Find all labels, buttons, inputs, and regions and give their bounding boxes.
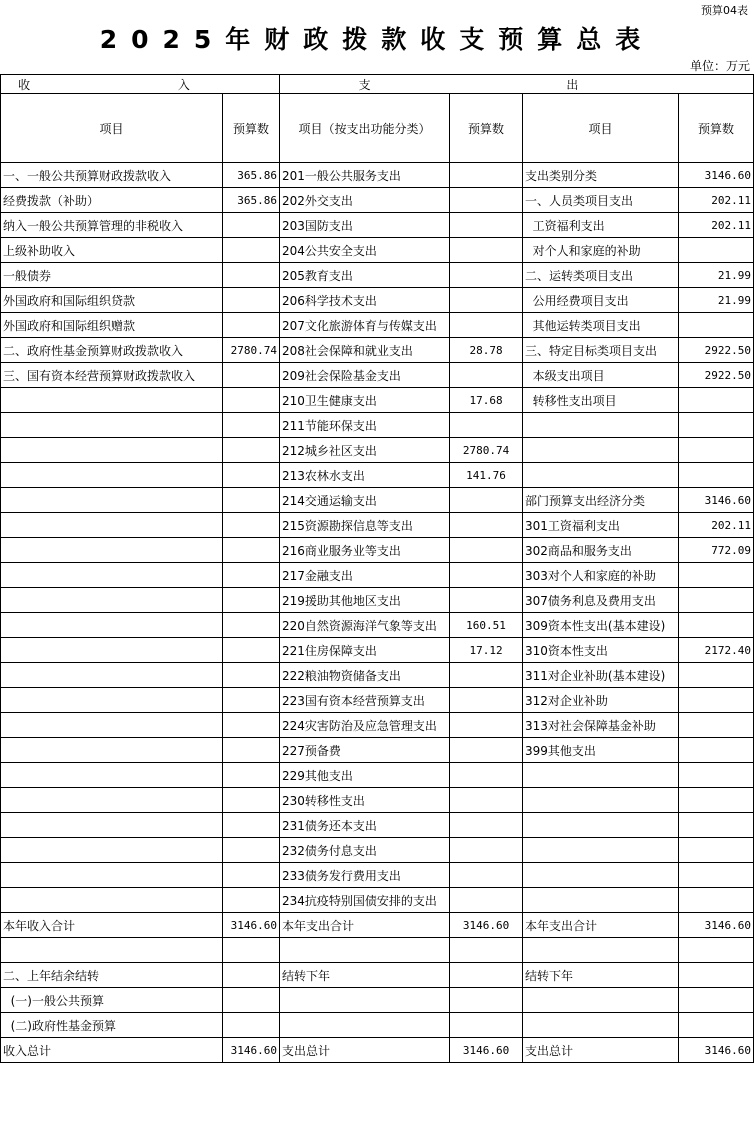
- economic-amount-cell: [679, 788, 754, 813]
- function-amount-cell: [450, 1013, 523, 1038]
- income-amount-header: 预算数: [223, 94, 280, 163]
- economic-amount-cell: [679, 588, 754, 613]
- income-amount-cell: [223, 513, 280, 538]
- economic-amount-cell: 202.11: [679, 213, 754, 238]
- income-item-cell: [1, 513, 223, 538]
- economic-amount-cell: [679, 563, 754, 588]
- function-amount-cell: [450, 413, 523, 438]
- economic-amount-cell: [679, 763, 754, 788]
- income-item-cell: 二、政府性基金预算财政拨款收入: [1, 338, 223, 363]
- table-row: [1, 463, 754, 488]
- function-item-cell: 215资源勘探信息等支出: [280, 513, 450, 538]
- economic-item-cell: 307债务利息及费用支出: [523, 588, 679, 613]
- table-row: [1, 163, 754, 188]
- table-row: [1, 363, 754, 388]
- section-header-row: [1, 75, 754, 94]
- function-item-cell: 224灾害防治及应急管理支出: [280, 713, 450, 738]
- economic-item-cell: [523, 863, 679, 888]
- function-amount-cell: [450, 163, 523, 188]
- income-amount-cell: [223, 738, 280, 763]
- income-amount-cell: [223, 713, 280, 738]
- function-item-cell: 204公共安全支出: [280, 238, 450, 263]
- table-row: [1, 1038, 754, 1063]
- function-item-cell: 219援助其他地区支出: [280, 588, 450, 613]
- economic-item-cell: [523, 838, 679, 863]
- table-row: [1, 863, 754, 888]
- function-item-cell: 216商业服务业等支出: [280, 538, 450, 563]
- table-row: [1, 688, 754, 713]
- income-item-cell: [1, 388, 223, 413]
- economic-item-cell: 转移性支出项目: [523, 388, 679, 413]
- function-item-cell: 230转移性支出: [280, 788, 450, 813]
- economic-item-cell: [523, 938, 679, 963]
- function-item-cell: 220自然资源海洋气象等支出: [280, 613, 450, 638]
- function-amount-cell: [450, 988, 523, 1013]
- economic-item-cell: 302商品和服务支出: [523, 538, 679, 563]
- table-row: [1, 713, 754, 738]
- economic-item-cell: 结转下年: [523, 963, 679, 988]
- table-row: [1, 963, 754, 988]
- function-amount-cell: [450, 763, 523, 788]
- function-item-cell: 212城乡社区支出: [280, 438, 450, 463]
- function-amount-cell: [450, 313, 523, 338]
- economic-item-cell: 301工资福利支出: [523, 513, 679, 538]
- income-amount-cell: [223, 588, 280, 613]
- economic-amount-cell: [679, 663, 754, 688]
- economic-amount-cell: 202.11: [679, 188, 754, 213]
- income-amount-cell: [223, 213, 280, 238]
- economic-amount-cell: [679, 813, 754, 838]
- function-item-cell: 229其他支出: [280, 763, 450, 788]
- economic-item-cell: [523, 438, 679, 463]
- table-row: [1, 613, 754, 638]
- income-item-cell: [1, 888, 223, 913]
- function-amount-cell: [450, 838, 523, 863]
- function-amount-cell: [450, 663, 523, 688]
- income-item-cell: (二)政府性基金预算: [1, 1013, 223, 1038]
- income-amount-cell: [223, 313, 280, 338]
- income-amount-cell: [223, 413, 280, 438]
- table-row: [1, 438, 754, 463]
- table-row: [1, 388, 754, 413]
- economic-amount-cell: [679, 963, 754, 988]
- income-amount-cell: 3146.60: [223, 1038, 280, 1063]
- function-item-cell: 227预备费: [280, 738, 450, 763]
- function-item-cell: 231债务还本支出: [280, 813, 450, 838]
- function-amount-cell: [450, 563, 523, 588]
- function-amount-cell: [450, 688, 523, 713]
- income-item-cell: 纳入一般公共预算管理的非税收入: [1, 213, 223, 238]
- function-item-header: 项目（按支出功能分类）: [280, 94, 450, 163]
- economic-item-cell: [523, 888, 679, 913]
- economic-item-cell: 310资本性支出: [523, 638, 679, 663]
- economic-amount-cell: [679, 938, 754, 963]
- function-amount-cell: [450, 788, 523, 813]
- economic-item-cell: [523, 763, 679, 788]
- economic-item-cell: 311对企业补助(基本建设): [523, 663, 679, 688]
- economic-item-cell: 一、人员类项目支出: [523, 188, 679, 213]
- income-amount-cell: 365.86: [223, 163, 280, 188]
- income-amount-cell: [223, 438, 280, 463]
- budget-table: [0, 74, 754, 1063]
- economic-item-cell: 支出总计: [523, 1038, 679, 1063]
- table-row: [1, 738, 754, 763]
- economic-item-cell: 工资福利支出: [523, 213, 679, 238]
- function-item-cell: 202外交支出: [280, 188, 450, 213]
- economic-item-cell: 二、运转类项目支出: [523, 263, 679, 288]
- table-row: [1, 763, 754, 788]
- function-item-cell: 221住房保障支出: [280, 638, 450, 663]
- function-amount-cell: 2780.74: [450, 438, 523, 463]
- table-row: [1, 538, 754, 563]
- income-amount-cell: [223, 488, 280, 513]
- economic-item-cell: 部门预算支出经济分类: [523, 488, 679, 513]
- economic-amount-cell: [679, 238, 754, 263]
- table-row: [1, 663, 754, 688]
- income-amount-cell: [223, 613, 280, 638]
- function-item-cell: 结转下年: [280, 963, 450, 988]
- function-amount-cell: 28.78: [450, 338, 523, 363]
- function-item-cell: [280, 938, 450, 963]
- function-item-cell: 214交通运输支出: [280, 488, 450, 513]
- income-amount-cell: [223, 863, 280, 888]
- table-row: [1, 563, 754, 588]
- function-amount-cell: [450, 738, 523, 763]
- table-row: [1, 513, 754, 538]
- income-amount-cell: [223, 788, 280, 813]
- economic-amount-cell: [679, 988, 754, 1013]
- economic-amount-cell: 3146.60: [679, 1038, 754, 1063]
- economic-amount-cell: 3146.60: [679, 913, 754, 938]
- economic-item-header: 项目: [523, 94, 679, 163]
- income-amount-cell: [223, 538, 280, 563]
- economic-item-cell: [523, 463, 679, 488]
- function-item-cell: 支出总计: [280, 1038, 450, 1063]
- function-amount-cell: 17.12: [450, 638, 523, 663]
- economic-item-cell: 309资本性支出(基本建设): [523, 613, 679, 638]
- income-item-cell: [1, 463, 223, 488]
- economic-amount-cell: [679, 463, 754, 488]
- income-item-cell: [1, 538, 223, 563]
- income-item-cell: 收入总计: [1, 1038, 223, 1063]
- economic-amount-cell: 2922.50: [679, 363, 754, 388]
- income-amount-cell: [223, 888, 280, 913]
- function-amount-cell: [450, 188, 523, 213]
- income-amount-cell: [223, 288, 280, 313]
- column-header-row: [1, 94, 754, 163]
- income-amount-cell: 365.86: [223, 188, 280, 213]
- table-row: [1, 838, 754, 863]
- income-amount-cell: [223, 813, 280, 838]
- income-item-cell: 外国政府和国际组织赠款: [1, 313, 223, 338]
- income-item-cell: [1, 613, 223, 638]
- economic-item-cell: [523, 988, 679, 1013]
- function-item-cell: 207文化旅游体育与传媒支出: [280, 313, 450, 338]
- economic-item-cell: 本级支出项目: [523, 363, 679, 388]
- income-item-cell: [1, 788, 223, 813]
- income-item-cell: 上级补助收入: [1, 238, 223, 263]
- income-section-header: 收 入: [1, 75, 280, 94]
- income-item-cell: [1, 763, 223, 788]
- income-item-header: 项目: [1, 94, 223, 163]
- function-item-cell: 223国有资本经营预算支出: [280, 688, 450, 713]
- function-item-cell: 234抗疫特别国债安排的支出: [280, 888, 450, 913]
- function-item-cell: 217金融支出: [280, 563, 450, 588]
- economic-amount-cell: 772.09: [679, 538, 754, 563]
- function-amount-cell: [450, 538, 523, 563]
- economic-amount-cell: [679, 713, 754, 738]
- economic-item-cell: 支出类别分类: [523, 163, 679, 188]
- table-row: [1, 938, 754, 963]
- function-amount-cell: [450, 363, 523, 388]
- function-item-cell: 206科学技术支出: [280, 288, 450, 313]
- function-amount-cell: [450, 863, 523, 888]
- income-item-cell: [1, 738, 223, 763]
- income-amount-cell: [223, 563, 280, 588]
- economic-amount-cell: 3146.60: [679, 163, 754, 188]
- economic-amount-cell: [679, 388, 754, 413]
- income-item-cell: 本年收入合计: [1, 913, 223, 938]
- economic-item-cell: 本年支出合计: [523, 913, 679, 938]
- table-row: [1, 288, 754, 313]
- income-item-cell: 一、一般公共预算财政拨款收入: [1, 163, 223, 188]
- economic-item-cell: [523, 788, 679, 813]
- function-item-cell: 210卫生健康支出: [280, 388, 450, 413]
- economic-amount-cell: [679, 838, 754, 863]
- table-row: [1, 188, 754, 213]
- income-amount-cell: [223, 763, 280, 788]
- income-amount-cell: [223, 963, 280, 988]
- economic-amount-cell: [679, 413, 754, 438]
- function-item-cell: 203国防支出: [280, 213, 450, 238]
- economic-amount-header: 预算数: [679, 94, 754, 163]
- function-item-cell: 211节能环保支出: [280, 413, 450, 438]
- economic-amount-cell: 202.11: [679, 513, 754, 538]
- economic-amount-cell: [679, 863, 754, 888]
- table-row: [1, 813, 754, 838]
- economic-item-cell: 303对个人和家庭的补助: [523, 563, 679, 588]
- income-amount-cell: 2780.74: [223, 338, 280, 363]
- income-item-cell: [1, 588, 223, 613]
- function-amount-header: 预算数: [450, 94, 523, 163]
- economic-item-cell: 313对社会保障基金补助: [523, 713, 679, 738]
- economic-item-cell: 312对企业补助: [523, 688, 679, 713]
- economic-amount-cell: 21.99: [679, 263, 754, 288]
- function-amount-cell: [450, 888, 523, 913]
- economic-amount-cell: [679, 1013, 754, 1038]
- economic-item-cell: 对个人和家庭的补助: [523, 238, 679, 263]
- table-row: [1, 913, 754, 938]
- function-item-cell: 本年支出合计: [280, 913, 450, 938]
- function-amount-cell: [450, 963, 523, 988]
- table-row: [1, 638, 754, 663]
- table-row: [1, 238, 754, 263]
- income-item-cell: 三、国有资本经营预算财政拨款收入: [1, 363, 223, 388]
- table-row: [1, 788, 754, 813]
- economic-amount-cell: 21.99: [679, 288, 754, 313]
- income-amount-cell: [223, 638, 280, 663]
- function-amount-cell: 141.76: [450, 463, 523, 488]
- table-row: [1, 888, 754, 913]
- income-amount-cell: [223, 938, 280, 963]
- function-amount-cell: 160.51: [450, 613, 523, 638]
- function-amount-cell: [450, 288, 523, 313]
- function-amount-cell: [450, 213, 523, 238]
- income-item-cell: [1, 688, 223, 713]
- table-row: [1, 338, 754, 363]
- table-row: [1, 313, 754, 338]
- function-amount-cell: 3146.60: [450, 1038, 523, 1063]
- economic-amount-cell: [679, 688, 754, 713]
- income-item-cell: 外国政府和国际组织贷款: [1, 288, 223, 313]
- table-number-note: 预算04表: [701, 4, 748, 17]
- income-item-cell: 经费拨款（补助）: [1, 188, 223, 213]
- function-amount-cell: [450, 713, 523, 738]
- economic-amount-cell: 3146.60: [679, 488, 754, 513]
- income-item-cell: [1, 713, 223, 738]
- table-row: [1, 413, 754, 438]
- income-item-cell: [1, 413, 223, 438]
- income-amount-cell: [223, 463, 280, 488]
- income-item-cell: [1, 838, 223, 863]
- function-amount-cell: [450, 488, 523, 513]
- unit-label: 单位：万元: [689, 59, 750, 73]
- income-item-cell: [1, 563, 223, 588]
- economic-amount-cell: 2922.50: [679, 338, 754, 363]
- function-item-cell: 201一般公共服务支出: [280, 163, 450, 188]
- income-item-cell: 二、上年结余结转: [1, 963, 223, 988]
- function-item-cell: 209社会保险基金支出: [280, 363, 450, 388]
- function-amount-cell: [450, 588, 523, 613]
- economic-amount-cell: [679, 888, 754, 913]
- income-amount-cell: [223, 988, 280, 1013]
- income-amount-cell: [223, 663, 280, 688]
- function-item-cell: 205教育支出: [280, 263, 450, 288]
- income-item-cell: [1, 638, 223, 663]
- table-row: [1, 988, 754, 1013]
- income-item-cell: [1, 488, 223, 513]
- economic-item-cell: [523, 413, 679, 438]
- income-item-cell: (一)一般公共预算: [1, 988, 223, 1013]
- function-amount-cell: [450, 263, 523, 288]
- income-amount-cell: [223, 1013, 280, 1038]
- income-item-cell: [1, 863, 223, 888]
- function-item-cell: 232债务付息支出: [280, 838, 450, 863]
- economic-amount-cell: [679, 438, 754, 463]
- economic-amount-cell: [679, 313, 754, 338]
- table-row: [1, 213, 754, 238]
- function-amount-cell: 17.68: [450, 388, 523, 413]
- economic-item-cell: 其他运转类项目支出: [523, 313, 679, 338]
- table-row: [1, 588, 754, 613]
- economic-item-cell: [523, 813, 679, 838]
- function-amount-cell: [450, 938, 523, 963]
- table-row: [1, 488, 754, 513]
- function-item-cell: 213农林水支出: [280, 463, 450, 488]
- table-row: [1, 1013, 754, 1038]
- income-item-cell: [1, 938, 223, 963]
- economic-amount-cell: [679, 613, 754, 638]
- economic-amount-cell: [679, 738, 754, 763]
- economic-item-cell: 399其他支出: [523, 738, 679, 763]
- income-amount-cell: 3146.60: [223, 913, 280, 938]
- function-item-cell: 222粮油物资储备支出: [280, 663, 450, 688]
- function-item-cell: 233债务发行费用支出: [280, 863, 450, 888]
- income-item-cell: [1, 438, 223, 463]
- page-title: 2025年财政拨款收支预算总表: [99, 25, 655, 54]
- income-item-cell: [1, 813, 223, 838]
- income-amount-cell: [223, 838, 280, 863]
- table-row: [1, 263, 754, 288]
- economic-item-cell: [523, 1013, 679, 1038]
- income-amount-cell: [223, 363, 280, 388]
- economic-amount-cell: 2172.40: [679, 638, 754, 663]
- income-amount-cell: [223, 688, 280, 713]
- function-amount-cell: [450, 513, 523, 538]
- income-amount-cell: [223, 238, 280, 263]
- function-item-cell: 208社会保障和就业支出: [280, 338, 450, 363]
- function-item-cell: [280, 988, 450, 1013]
- economic-item-cell: 公用经费项目支出: [523, 288, 679, 313]
- income-item-cell: [1, 663, 223, 688]
- function-item-cell: [280, 1013, 450, 1038]
- income-amount-cell: [223, 263, 280, 288]
- function-amount-cell: 3146.60: [450, 913, 523, 938]
- economic-item-cell: 三、特定目标类项目支出: [523, 338, 679, 363]
- expenditure-section-header: 支 出: [280, 75, 754, 94]
- function-amount-cell: [450, 238, 523, 263]
- income-item-cell: 一般债券: [1, 263, 223, 288]
- income-amount-cell: [223, 388, 280, 413]
- function-amount-cell: [450, 813, 523, 838]
